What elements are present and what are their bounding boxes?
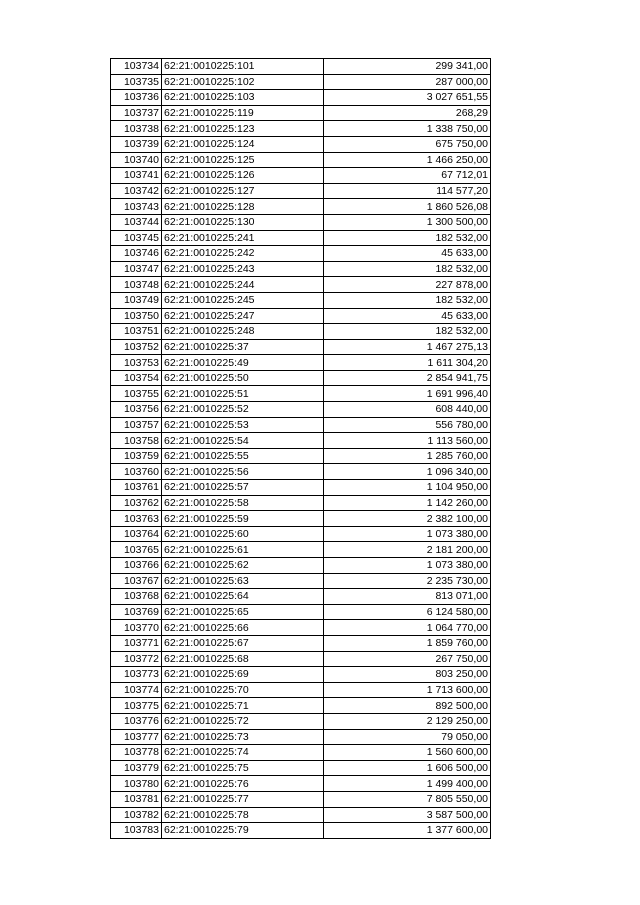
cadastral-number-cell: 62:21:0010225:101 xyxy=(162,59,324,75)
table-row xyxy=(111,464,491,480)
table-row xyxy=(111,59,491,75)
table-row xyxy=(111,620,491,636)
row-number-cell: 103739 xyxy=(111,136,162,152)
cadastral-number-cell: 62:21:0010225:65 xyxy=(162,604,324,620)
cadastral-value-cell: 675 750,00 xyxy=(324,136,491,152)
cadastral-number-cell: 62:21:0010225:61 xyxy=(162,542,324,558)
cadastral-value-cell: 2 129 250,00 xyxy=(324,713,491,729)
cadastral-number-cell: 62:21:0010225:243 xyxy=(162,261,324,277)
cadastral-number-cell: 62:21:0010225:37 xyxy=(162,339,324,355)
cadastral-value-cell: 114 577,20 xyxy=(324,183,491,199)
table-row xyxy=(111,199,491,215)
cadastral-value-cell: 2 181 200,00 xyxy=(324,542,491,558)
row-number-cell: 103771 xyxy=(111,635,162,651)
cadastral-number-cell: 62:21:0010225:66 xyxy=(162,620,324,636)
row-number-cell: 103736 xyxy=(111,90,162,106)
table-row xyxy=(111,370,491,386)
cadastral-number-cell: 62:21:0010225:79 xyxy=(162,823,324,839)
row-number-cell: 103738 xyxy=(111,121,162,137)
cadastral-value-cell: 182 532,00 xyxy=(324,230,491,246)
cadastral-value-table xyxy=(110,58,491,839)
table-row xyxy=(111,823,491,839)
row-number-cell: 103766 xyxy=(111,558,162,574)
cadastral-number-cell: 62:21:0010225:119 xyxy=(162,105,324,121)
cadastral-value-cell: 1 377 600,00 xyxy=(324,823,491,839)
table-row xyxy=(111,261,491,277)
table-row xyxy=(111,74,491,90)
row-number-cell: 103774 xyxy=(111,682,162,698)
row-number-cell: 103761 xyxy=(111,480,162,496)
cadastral-number-cell: 62:21:0010225:56 xyxy=(162,464,324,480)
cadastral-number-cell: 62:21:0010225:77 xyxy=(162,791,324,807)
cadastral-number-cell: 62:21:0010225:248 xyxy=(162,324,324,340)
cadastral-value-cell: 1 073 380,00 xyxy=(324,526,491,542)
table-row xyxy=(111,651,491,667)
table-row xyxy=(111,90,491,106)
cadastral-number-cell: 62:21:0010225:72 xyxy=(162,713,324,729)
table-row xyxy=(111,776,491,792)
cadastral-value-cell: 67 712,01 xyxy=(324,168,491,184)
table-row xyxy=(111,448,491,464)
row-number-cell: 103742 xyxy=(111,183,162,199)
row-number-cell: 103779 xyxy=(111,760,162,776)
table-row xyxy=(111,604,491,620)
table-row xyxy=(111,152,491,168)
cadastral-value-cell: 803 250,00 xyxy=(324,667,491,683)
cadastral-number-cell: 62:21:0010225:125 xyxy=(162,152,324,168)
cadastral-number-cell: 62:21:0010225:102 xyxy=(162,74,324,90)
row-number-cell: 103735 xyxy=(111,74,162,90)
cadastral-number-cell: 62:21:0010225:74 xyxy=(162,745,324,761)
cadastral-value-cell: 182 532,00 xyxy=(324,292,491,308)
cadastral-value-cell: 267 750,00 xyxy=(324,651,491,667)
cadastral-value-cell: 1 713 600,00 xyxy=(324,682,491,698)
table-row xyxy=(111,807,491,823)
cadastral-value-cell: 45 633,00 xyxy=(324,308,491,324)
row-number-cell: 103756 xyxy=(111,402,162,418)
cadastral-value-cell: 2 235 730,00 xyxy=(324,573,491,589)
cadastral-value-cell: 1 142 260,00 xyxy=(324,495,491,511)
row-number-cell: 103782 xyxy=(111,807,162,823)
cadastral-value-cell: 182 532,00 xyxy=(324,324,491,340)
table-row xyxy=(111,246,491,262)
cadastral-value-cell: 7 805 550,00 xyxy=(324,791,491,807)
cadastral-value-cell: 287 000,00 xyxy=(324,74,491,90)
table-row xyxy=(111,698,491,714)
cadastral-number-cell: 62:21:0010225:76 xyxy=(162,776,324,792)
table-row xyxy=(111,308,491,324)
row-number-cell: 103748 xyxy=(111,277,162,293)
cadastral-value-cell: 1 499 400,00 xyxy=(324,776,491,792)
cadastral-number-cell: 62:21:0010225:123 xyxy=(162,121,324,137)
cadastral-value-cell: 182 532,00 xyxy=(324,261,491,277)
table-row xyxy=(111,386,491,402)
cadastral-value-cell: 1 096 340,00 xyxy=(324,464,491,480)
cadastral-number-cell: 62:21:0010225:59 xyxy=(162,511,324,527)
cadastral-value-cell: 1 064 770,00 xyxy=(324,620,491,636)
cadastral-value-cell: 79 050,00 xyxy=(324,729,491,745)
cadastral-value-cell: 45 633,00 xyxy=(324,246,491,262)
row-number-cell: 103768 xyxy=(111,589,162,605)
table-row xyxy=(111,745,491,761)
row-number-cell: 103737 xyxy=(111,105,162,121)
table-row xyxy=(111,433,491,449)
row-number-cell: 103746 xyxy=(111,246,162,262)
cadastral-number-cell: 62:21:0010225:55 xyxy=(162,448,324,464)
table-row xyxy=(111,495,491,511)
table-row xyxy=(111,105,491,121)
cadastral-number-cell: 62:21:0010225:68 xyxy=(162,651,324,667)
cadastral-value-cell: 1 466 250,00 xyxy=(324,152,491,168)
cadastral-number-cell: 62:21:0010225:71 xyxy=(162,698,324,714)
cadastral-number-cell: 62:21:0010225:126 xyxy=(162,168,324,184)
table-body xyxy=(111,59,491,839)
row-number-cell: 103740 xyxy=(111,152,162,168)
cadastral-number-cell: 62:21:0010225:67 xyxy=(162,635,324,651)
table-row xyxy=(111,729,491,745)
table-row xyxy=(111,214,491,230)
cadastral-number-cell: 62:21:0010225:50 xyxy=(162,370,324,386)
row-number-cell: 103755 xyxy=(111,386,162,402)
row-number-cell: 103764 xyxy=(111,526,162,542)
cadastral-value-cell: 892 500,00 xyxy=(324,698,491,714)
table-row xyxy=(111,573,491,589)
row-number-cell: 103743 xyxy=(111,199,162,215)
row-number-cell: 103763 xyxy=(111,511,162,527)
table-row xyxy=(111,355,491,371)
cadastral-number-cell: 62:21:0010225:75 xyxy=(162,760,324,776)
cadastral-value-cell: 813 071,00 xyxy=(324,589,491,605)
cadastral-number-cell: 62:21:0010225:62 xyxy=(162,558,324,574)
table-row xyxy=(111,324,491,340)
cadastral-number-cell: 62:21:0010225:78 xyxy=(162,807,324,823)
table-row xyxy=(111,526,491,542)
cadastral-value-cell: 6 124 580,00 xyxy=(324,604,491,620)
cadastral-value-cell: 1 691 996,40 xyxy=(324,386,491,402)
table-row xyxy=(111,791,491,807)
row-number-cell: 103744 xyxy=(111,214,162,230)
table-row xyxy=(111,760,491,776)
cadastral-number-cell: 62:21:0010225:244 xyxy=(162,277,324,293)
cadastral-number-cell: 62:21:0010225:70 xyxy=(162,682,324,698)
row-number-cell: 103734 xyxy=(111,59,162,75)
row-number-cell: 103781 xyxy=(111,791,162,807)
cadastral-value-cell: 1 467 275,13 xyxy=(324,339,491,355)
cadastral-value-cell: 1 104 950,00 xyxy=(324,480,491,496)
cadastral-number-cell: 62:21:0010225:53 xyxy=(162,417,324,433)
cadastral-value-cell: 1 338 750,00 xyxy=(324,121,491,137)
table-row xyxy=(111,682,491,698)
row-number-cell: 103747 xyxy=(111,261,162,277)
cadastral-number-cell: 62:21:0010225:64 xyxy=(162,589,324,605)
cadastral-number-cell: 62:21:0010225:63 xyxy=(162,573,324,589)
cadastral-number-cell: 62:21:0010225:58 xyxy=(162,495,324,511)
table-row xyxy=(111,713,491,729)
row-number-cell: 103773 xyxy=(111,667,162,683)
row-number-cell: 103745 xyxy=(111,230,162,246)
row-number-cell: 103762 xyxy=(111,495,162,511)
table-row xyxy=(111,511,491,527)
cadastral-number-cell: 62:21:0010225:54 xyxy=(162,433,324,449)
row-number-cell: 103760 xyxy=(111,464,162,480)
table-row xyxy=(111,417,491,433)
table-row xyxy=(111,589,491,605)
table-row xyxy=(111,480,491,496)
table-row xyxy=(111,292,491,308)
row-number-cell: 103757 xyxy=(111,417,162,433)
cadastral-number-cell: 62:21:0010225:242 xyxy=(162,246,324,262)
cadastral-value-cell: 1 113 560,00 xyxy=(324,433,491,449)
cadastral-number-cell: 62:21:0010225:124 xyxy=(162,136,324,152)
row-number-cell: 103750 xyxy=(111,308,162,324)
cadastral-value-cell: 1 285 760,00 xyxy=(324,448,491,464)
row-number-cell: 103765 xyxy=(111,542,162,558)
cadastral-value-cell: 227 878,00 xyxy=(324,277,491,293)
row-number-cell: 103751 xyxy=(111,324,162,340)
cadastral-number-cell: 62:21:0010225:128 xyxy=(162,199,324,215)
row-number-cell: 103777 xyxy=(111,729,162,745)
cadastral-number-cell: 62:21:0010225:49 xyxy=(162,355,324,371)
row-number-cell: 103778 xyxy=(111,745,162,761)
cadastral-number-cell: 62:21:0010225:245 xyxy=(162,292,324,308)
cadastral-value-cell: 1 611 304,20 xyxy=(324,355,491,371)
cadastral-value-cell: 3 027 651,55 xyxy=(324,90,491,106)
table-row xyxy=(111,230,491,246)
row-number-cell: 103749 xyxy=(111,292,162,308)
cadastral-number-cell: 62:21:0010225:52 xyxy=(162,402,324,418)
row-number-cell: 103780 xyxy=(111,776,162,792)
table-row xyxy=(111,667,491,683)
cadastral-value-cell: 2 854 941,75 xyxy=(324,370,491,386)
table-row xyxy=(111,136,491,152)
table-row xyxy=(111,339,491,355)
cadastral-value-cell: 1 860 526,08 xyxy=(324,199,491,215)
cadastral-number-cell: 62:21:0010225:241 xyxy=(162,230,324,246)
table-row xyxy=(111,402,491,418)
table-row xyxy=(111,183,491,199)
cadastral-number-cell: 62:21:0010225:69 xyxy=(162,667,324,683)
row-number-cell: 103769 xyxy=(111,604,162,620)
cadastral-number-cell: 62:21:0010225:130 xyxy=(162,214,324,230)
cadastral-value-cell: 556 780,00 xyxy=(324,417,491,433)
row-number-cell: 103753 xyxy=(111,355,162,371)
row-number-cell: 103759 xyxy=(111,448,162,464)
cadastral-number-cell: 62:21:0010225:73 xyxy=(162,729,324,745)
row-number-cell: 103758 xyxy=(111,433,162,449)
row-number-cell: 103770 xyxy=(111,620,162,636)
cadastral-value-cell: 268,29 xyxy=(324,105,491,121)
cadastral-number-cell: 62:21:0010225:247 xyxy=(162,308,324,324)
cadastral-value-cell: 1 859 760,00 xyxy=(324,635,491,651)
row-number-cell: 103775 xyxy=(111,698,162,714)
cadastral-value-cell: 2 382 100,00 xyxy=(324,511,491,527)
row-number-cell: 103783 xyxy=(111,823,162,839)
cadastral-number-cell: 62:21:0010225:60 xyxy=(162,526,324,542)
cadastral-number-cell: 62:21:0010225:51 xyxy=(162,386,324,402)
row-number-cell: 103752 xyxy=(111,339,162,355)
table-row xyxy=(111,558,491,574)
cadastral-value-cell: 1 560 600,00 xyxy=(324,745,491,761)
table-row xyxy=(111,542,491,558)
cadastral-number-cell: 62:21:0010225:127 xyxy=(162,183,324,199)
cadastral-value-cell: 299 341,00 xyxy=(324,59,491,75)
table-row xyxy=(111,277,491,293)
row-number-cell: 103776 xyxy=(111,713,162,729)
cadastral-value-cell: 1 300 500,00 xyxy=(324,214,491,230)
cadastral-value-cell: 3 587 500,00 xyxy=(324,807,491,823)
cadastral-value-cell: 608 440,00 xyxy=(324,402,491,418)
row-number-cell: 103754 xyxy=(111,370,162,386)
row-number-cell: 103741 xyxy=(111,168,162,184)
table-row xyxy=(111,635,491,651)
table-row xyxy=(111,168,491,184)
cadastral-number-cell: 62:21:0010225:57 xyxy=(162,480,324,496)
table-row xyxy=(111,121,491,137)
cadastral-number-cell: 62:21:0010225:103 xyxy=(162,90,324,106)
cadastral-value-cell: 1 073 380,00 xyxy=(324,558,491,574)
cadastral-value-cell: 1 606 500,00 xyxy=(324,760,491,776)
row-number-cell: 103772 xyxy=(111,651,162,667)
row-number-cell: 103767 xyxy=(111,573,162,589)
